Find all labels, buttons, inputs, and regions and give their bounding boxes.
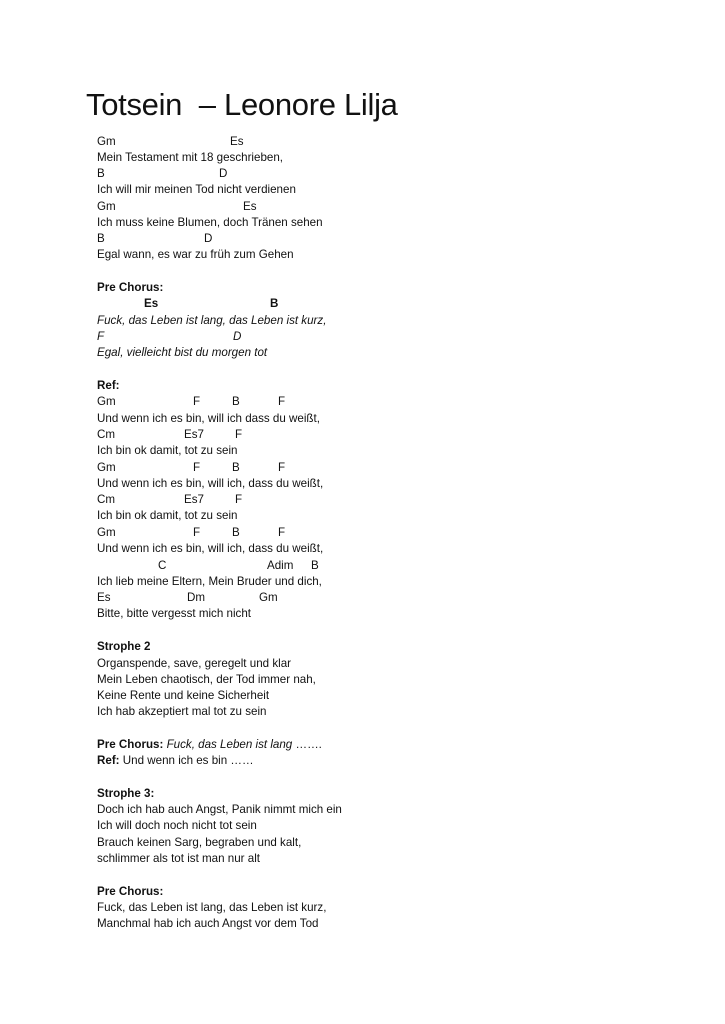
lyric-line: Ich will doch noch nicht tot sein xyxy=(97,819,257,832)
lyric-line: Ich will mir meinen Tod nicht verdienen xyxy=(97,183,296,196)
section-heading: Pre Chorus: xyxy=(97,738,164,751)
pre-chorus-reference xyxy=(97,737,322,752)
chord: B xyxy=(232,526,240,539)
lyric-excerpt: Und wenn ich es bin …… xyxy=(119,754,254,767)
chord: Es xyxy=(144,297,159,310)
lyric-line: Egal, vielleicht bist du morgen tot xyxy=(97,346,268,359)
chord: B xyxy=(97,167,105,180)
lyric-line: Und wenn ich es bin, will ich, dass du weißt, xyxy=(97,477,324,490)
chord: Gm xyxy=(259,591,278,604)
lyric-excerpt: Fuck, das Leben ist lang xyxy=(163,738,293,751)
chord: F xyxy=(278,461,286,474)
lyric-line: Fuck, das Leben ist lang, das Leben ist kurz, xyxy=(97,901,327,914)
lyric-line: Und wenn ich es bin, will ich, dass du weißt, xyxy=(97,542,324,555)
lyric-line: Ich lieb meine Eltern, Mein Bruder und dich, xyxy=(97,575,322,588)
chord: F xyxy=(235,428,243,441)
lyric-line: Ich hab akzeptiert mal tot zu sein xyxy=(97,705,267,718)
chord: Gm xyxy=(97,526,116,539)
lyric-line: Egal wann, es war zu früh zum Gehen xyxy=(97,248,294,261)
lyric-line: Ich bin ok damit, tot zu sein xyxy=(97,509,238,522)
chord: Es7 xyxy=(184,493,204,506)
chord: B xyxy=(97,232,105,245)
lyric-line: Fuck, das Leben ist lang, das Leben ist kurz, xyxy=(97,314,327,327)
chord: Gm xyxy=(97,461,116,474)
chord: Gm xyxy=(97,135,116,148)
section-heading: Ref: xyxy=(97,754,120,767)
chord: Cm xyxy=(97,493,116,506)
ellipsis: ……. xyxy=(292,738,322,751)
section-heading: Ref: xyxy=(97,379,120,392)
chord: Adim xyxy=(267,559,294,572)
lyric-line: Manchmal hab ich auch Angst vor dem Tod xyxy=(97,917,319,930)
section-heading: Strophe 3: xyxy=(97,787,155,800)
chord: Es xyxy=(97,591,111,604)
chord: D xyxy=(233,330,242,343)
refrain-reference xyxy=(97,753,254,768)
chord: F xyxy=(235,493,243,506)
lyric-line: Doch ich hab auch Angst, Panik nimmt mich ein xyxy=(97,803,342,816)
song-title: Totsein – Leonore Lilja xyxy=(86,87,398,122)
chord: Gm xyxy=(97,395,116,408)
section-heading: Pre Chorus: xyxy=(97,281,164,294)
chord: F xyxy=(193,395,201,408)
lyric-line: Keine Rente und keine Sicherheit xyxy=(97,689,270,702)
chord: B xyxy=(232,461,240,474)
chord: B xyxy=(270,297,279,310)
lyric-line: Ich muss keine Blumen, doch Tränen sehen xyxy=(97,216,323,229)
lyric-line: schlimmer als tot ist man nur alt xyxy=(97,852,261,865)
chord: C xyxy=(158,559,167,572)
chord: F xyxy=(278,395,286,408)
chord: Gm xyxy=(97,200,116,213)
lyric-line: Mein Leben chaotisch, der Tod immer nah, xyxy=(97,673,316,686)
chord: F xyxy=(193,526,201,539)
section-heading: Strophe 2 xyxy=(97,640,151,653)
lyric-line: Organspende, save, geregelt und klar xyxy=(97,657,291,670)
chord: F xyxy=(193,461,201,474)
lyric-line: Und wenn ich es bin, will ich dass du weißt, xyxy=(97,412,320,425)
chord: F xyxy=(97,330,105,343)
lyric-line: Mein Testament mit 18 geschrieben, xyxy=(97,151,284,164)
chord: Cm xyxy=(97,428,116,441)
chord: Dm xyxy=(187,591,206,604)
lyric-line: Bitte, bitte vergesst mich nicht xyxy=(97,607,252,620)
chord: B xyxy=(311,559,319,572)
chord: D xyxy=(219,167,228,180)
chord: D xyxy=(204,232,213,245)
section-heading: Pre Chorus: xyxy=(97,885,164,898)
chord: Es7 xyxy=(184,428,204,441)
chord: Es xyxy=(230,135,244,148)
chord: Es xyxy=(243,200,257,213)
chord: F xyxy=(278,526,286,539)
chord: B xyxy=(232,395,240,408)
lyric-line: Ich bin ok damit, tot zu sein xyxy=(97,444,238,457)
lyric-line: Brauch keinen Sarg, begraben und kalt, xyxy=(97,836,302,849)
